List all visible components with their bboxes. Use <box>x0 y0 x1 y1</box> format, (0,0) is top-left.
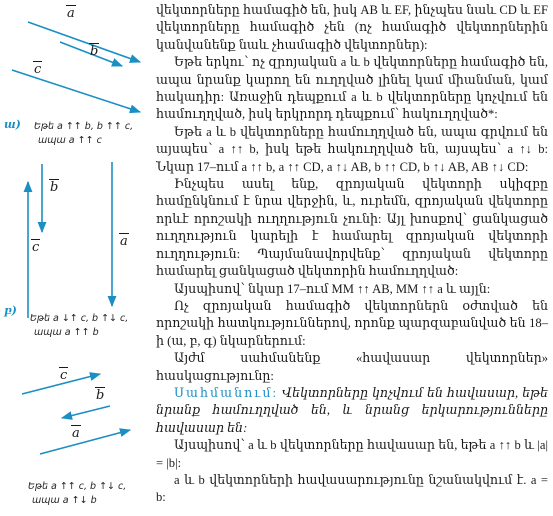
vector-c-panel1 <box>12 70 140 112</box>
marker-a: ш) <box>4 118 21 131</box>
vector-b-panel3 <box>62 406 110 418</box>
paragraph-4: Ինչպես ասել ենք, զրոյական վեկտորի սկիզբը համընկնում է նրա վերջին, և, ուրեմն, զրոյական վեկտորը որևէ որոշակի ուղղություն չունի: Այլ խոսքով՝ ցանկացած ուղղություն կարելի է համարել զրոյական վեկտորի ուղղություն: Պայմանավորվենք՝ զրոյական վեկտորը համարել ցանկացած վեկտորին համուղղված: <box>156 177 548 279</box>
main-text <box>156 2 548 507</box>
label-c-panel3: c <box>60 368 68 383</box>
label-a-panel2: a <box>120 234 128 249</box>
label-c-panel2: c <box>32 240 40 255</box>
label-c-panel1: c <box>34 62 42 77</box>
paragraph-2: Եթե երկու՝ ոչ զրոյական a և b վեկտորները համագիծ են, ապա նրանք կարող են ուղղված լինել կամ միանման, կամ հակադիր: Առաջին դեպքում a և b վեկտորները կոչվում են համուղղված, իսկ երկրորդ դեպքում՝ հակուղղված*: <box>156 55 548 122</box>
paragraph-5: Այսպիսով՝ նկար 17–ում MM ↑↑ AB, MM ↑↑ a և այլն: <box>174 281 491 296</box>
paragraph-3: Եթե a և b վեկտորները համուղղված են, ապա գրվում են այսպես՝ a ↑↑ b, իսկ եթե հակուղղված են, այսպես՝ a ↑↓ b: Նկար 17–ում a ↑↑ b, a ↑↑ CD, a ↑↓ AB, b ↑↑ CD, b ↑↓ AB, AB ↑↓ CD: <box>156 124 548 174</box>
paragraph-7: Այժմ սահմանենք «հավասար վեկտորներ» հասկացությունը: <box>156 351 548 383</box>
caption-b-line2: ապա a ↑↑ b <box>34 327 99 338</box>
vector-a-panel3 <box>40 430 130 454</box>
definition-title: Սահմանում: <box>174 385 278 400</box>
paragraph-1: վեկտորները համագիծ են, իսկ AB և EF, ինչպես նաև CD և EF վեկտորները համագիծ չեն (ոչ համագիծ վեկտորներին կանվանենք նաև չհամագիծ վեկտորներ): <box>156 3 548 52</box>
paragraph-9: a և b վեկտորների հավասարությունը նշանակվում է. a = b: <box>156 472 548 505</box>
definition-body: Վեկտորները կոչվում են հավասար, եթե նրանք համուղղված են, և նրանց երկարությունները հավասար են: <box>156 385 548 435</box>
label-b-panel3: b <box>96 388 105 403</box>
caption-a-line2: ապա a ↑↑ c <box>38 135 102 146</box>
caption-a-line1: Եթե a ↑↑ b, b ↑↑ c, <box>34 121 134 132</box>
figure-18 <box>0 0 150 516</box>
label-a-panel3: a <box>72 426 80 441</box>
caption-c-line2: ապա a ↑↓ b <box>32 495 97 506</box>
definition <box>156 385 548 437</box>
paragraph-6: Ոչ զրոյական համագիծ վեկտորներն օժտված են որոշակի հատկություններով, որոնք պարզաբանված են 18–ի (ա, բ, գ) նկարներում: <box>156 298 548 348</box>
vector-a-panel1 <box>28 22 140 62</box>
label-b-panel1: b <box>90 44 99 59</box>
label-a-panel1: a <box>67 6 75 21</box>
caption-c-line1: Եթե a ↑↑ c, b ↑↓ c, <box>28 481 127 492</box>
marker-b: բ) <box>4 304 17 317</box>
label-b-panel2: b <box>50 180 59 195</box>
caption-b-line1: Եթե a ↓↑ c, b ↑↓ c, <box>30 313 129 324</box>
paragraph-8: Այսպիսով՝ a և b վեկտորները հավասար են, եթե a ↑↑ b և |a| = |b|: <box>156 438 548 470</box>
